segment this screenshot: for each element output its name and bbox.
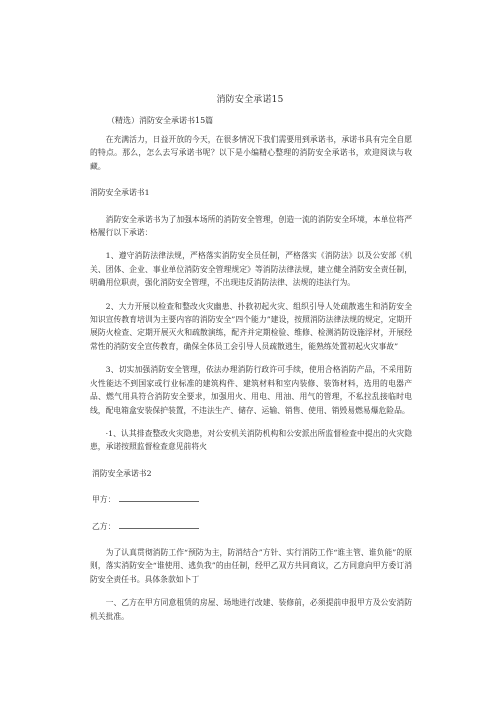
section1-heading: 消防安全承诺书1 <box>90 188 150 198</box>
item-4: ·1、认其排查整改火灾隐患，对公安机关消防机构和公安派出所监督检查中提出的火灾隐患，承诺按照监督检查意见前将火 <box>90 428 412 452</box>
doc-title: 消防安全承诺15 <box>216 95 284 105</box>
party-a-blank <box>119 493 199 502</box>
section2-heading: 消防安全承诺书2 <box>92 468 152 478</box>
party-b-blank <box>119 520 199 529</box>
item-3: 3、切实加强消防安全管理，依法办理消防行政许可手续，使用合格消防产品，不采用防火性能达不到国家或行业标准的建筑构件、建筑材料和室内装修、装饰材料，选用的电器产品、燃气用具符合消防安全要求，加强用火、用电、用油、用气的管理，不私拉乱接临时电线，配电箱盒安装保护装置，不违法生产、储存、运输、销售、使用、销毁易燃易爆危险品。 <box>90 365 412 415</box>
clause-1: 一、乙方在甲方同意租赁的房屋、场地进行改建、装修前，必须提前申报甲方及公安消防机关批准。 <box>90 598 412 621</box>
doc-body <box>90 133 412 623</box>
intro-paragraph: 在充满活力，日益开放的今天，在很多情况下我们需要用到承诺书，承诺书具有完全自愿的特点。那么，怎么去写承诺书呢？以下是小编精心整理的消防安全承诺书，欢迎阅读与收藏。 <box>90 135 412 171</box>
doc-subtitle: （精选）消防安全承诺书15篇 <box>107 116 214 125</box>
item-2: 2、大力开展以检查和整改火灾幽患、扑救初起火灾、组织引导人处疏散逃生和消防安全知识宣传教育培训为主要内容的消防安全”四个能力”建设，按照消防法律法规的规定，定期开展防火检查、定期开展灭火和疏散演练，配齐并定期检验、维修、检测消防设施浮材，开展经常性的消防安全宣传教育，确保全体员工会引导人员疏散逃生，能熟练处置初起火灾事故” <box>90 301 412 351</box>
party-b-line: 乙方： <box>90 520 412 533</box>
section1-lead: 消防安全承诺书为了加强本场所的消防安全管理，创造一流的消防安全环境，本单位将严格履行以下承诺： <box>90 214 412 238</box>
section2-lead: 为了认真贯彻消防工作“预防为主，防消结合”方针、实行消防工作“谁主管、谁负能”的原则，落实消防安全“谁使用、逃负我”的由任制，经甲乙双方共同商议，乙方同意向甲方委订消防安全责任书。具体条款如卜丁 <box>90 547 412 584</box>
item-1: 1、遵守消防法律法规，严格落实消防安全员任制，严格落实《消防法》以及公安部《机关、团体、企业、事业单位消防安全管理规定》等消防法律法规，建立健全消防安全责任制，明确用位职责，强化消防安全管理，不出现违反消防法律、法规的违法行为。 <box>90 251 412 288</box>
party-a-line: 甲方： <box>90 493 412 506</box>
